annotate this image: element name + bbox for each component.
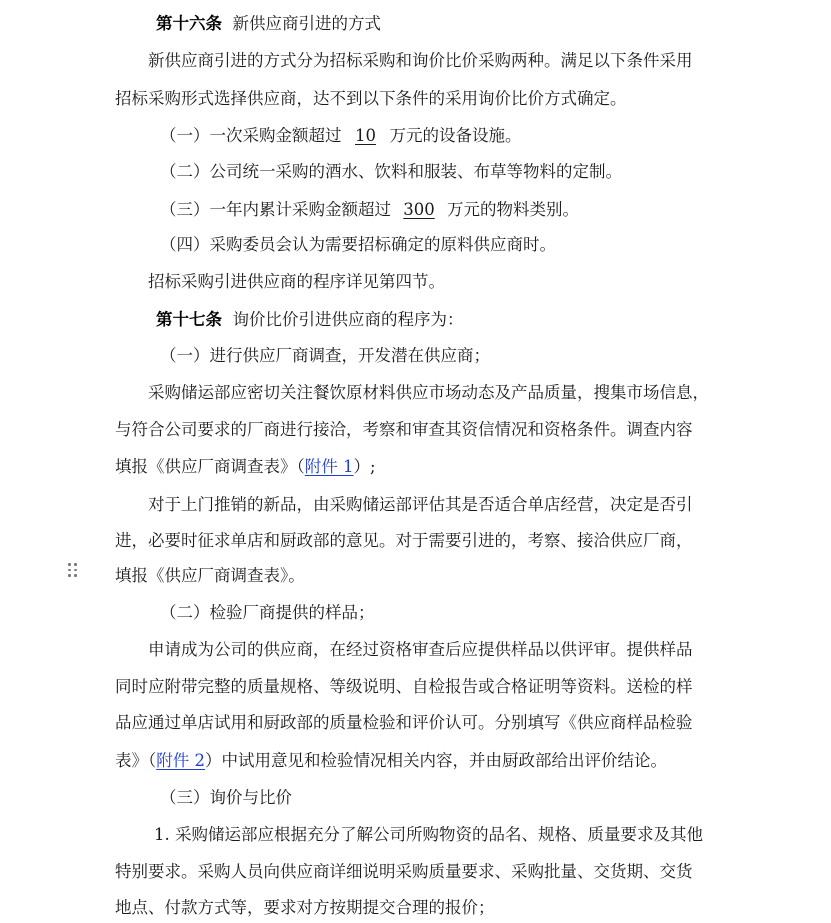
article-17-number: 第十七条 [156, 310, 222, 329]
section-2-heading: （二）检验厂商提供的样品； [160, 603, 375, 622]
section-3-heading: （三）询价与比价 [160, 788, 292, 807]
list-item-4: （四）采购委员会认为需要招标确定的原料供应商时。 [160, 235, 556, 254]
list-item-3: （三）一年内累计采购金额超过 300 万元的物料类别。 [160, 195, 831, 225]
appendix-1-link[interactable]: 附件 1 [304, 457, 354, 476]
article-16-heading-line [156, 9, 831, 39]
article-17-heading-line [156, 305, 831, 335]
list-item-2: （二）公司统一采购的酒水、饮料和服装、布草等物料的定制。 [160, 162, 622, 181]
article-17-title: 询价比价引进供应商的程序为： [232, 310, 464, 329]
paragraph-line: 申请成为公司的供应商，在经过资格审查后应提供样品以供评审。提供样品 [148, 640, 693, 659]
paragraph-line: 地点、付款方式等，要求对方按期提交合理的报价； [115, 898, 495, 917]
appendix-2-link[interactable]: 附件 2 [156, 751, 205, 770]
article-16-number: 第十六条 [156, 14, 222, 33]
paragraph-line: 采购储运部应密切关注餐饮原材料供应市场动态及产品质量，搜集市场信息， [148, 383, 709, 402]
paragraph-line: 特别要求。采购人员向供应商详细说明采购质量要求、采购批量、交货期、交货 [115, 862, 693, 881]
amount-value: 300 [403, 200, 435, 219]
paragraph-line: 进，必要时征求单店和厨政部的意见。对于需要引进的，考察、接洽供应厂商， [115, 531, 693, 550]
paragraph-line: 品应通过单店试用和厨政部的质量检验和评价认可。分别填写《供应商样品检验 [115, 713, 693, 732]
paragraph-line: 新供应商引进的方式分为招标采购和询价比价采购两种。满足以下条件采用 [148, 51, 693, 70]
drag-handle-icon[interactable] [68, 563, 80, 581]
paragraph-line: 与符合公司要求的厂商进行接洽，考察和审查其资信情况和资格条件。调查内容 [115, 420, 693, 439]
article-16-title: 新供应商引进的方式 [232, 14, 381, 33]
paragraph-line: 表》（附件 2）中试用意见和检验情况相关内容，并由厨政部给出评价结论。 [115, 751, 667, 770]
paragraph-line: 1. 采购储运部应根据充分了解公司所购物资的品名、规格、质量要求及其他 [154, 825, 703, 844]
paragraph-line: 对于上门推销的新品，由采购储运部评估其是否适合单店经营，决定是否引 [148, 495, 693, 514]
paragraph-line: 填报《供应厂商调查表》（附件 1）; [115, 457, 376, 476]
amount-value: 10 [355, 126, 376, 145]
paragraph-line: 招标采购形式选择供应商，达不到以下条件的采用询价比价方式确定。 [115, 89, 627, 108]
list-item-1: （一）一次采购金额超过 10 万元的设备设施。 [160, 121, 831, 151]
paragraph-line: 填报《供应厂商调查表》。 [115, 566, 305, 585]
section-1-heading: （一）进行供应厂商调查，开发潜在供应商； [160, 346, 490, 365]
paragraph-line: 同时应附带完整的质量规格、等级说明、自检报告或合格证明等资料。送检的样 [115, 677, 693, 696]
paragraph-line: 招标采购引进供应商的程序详见第四节。 [148, 272, 445, 291]
